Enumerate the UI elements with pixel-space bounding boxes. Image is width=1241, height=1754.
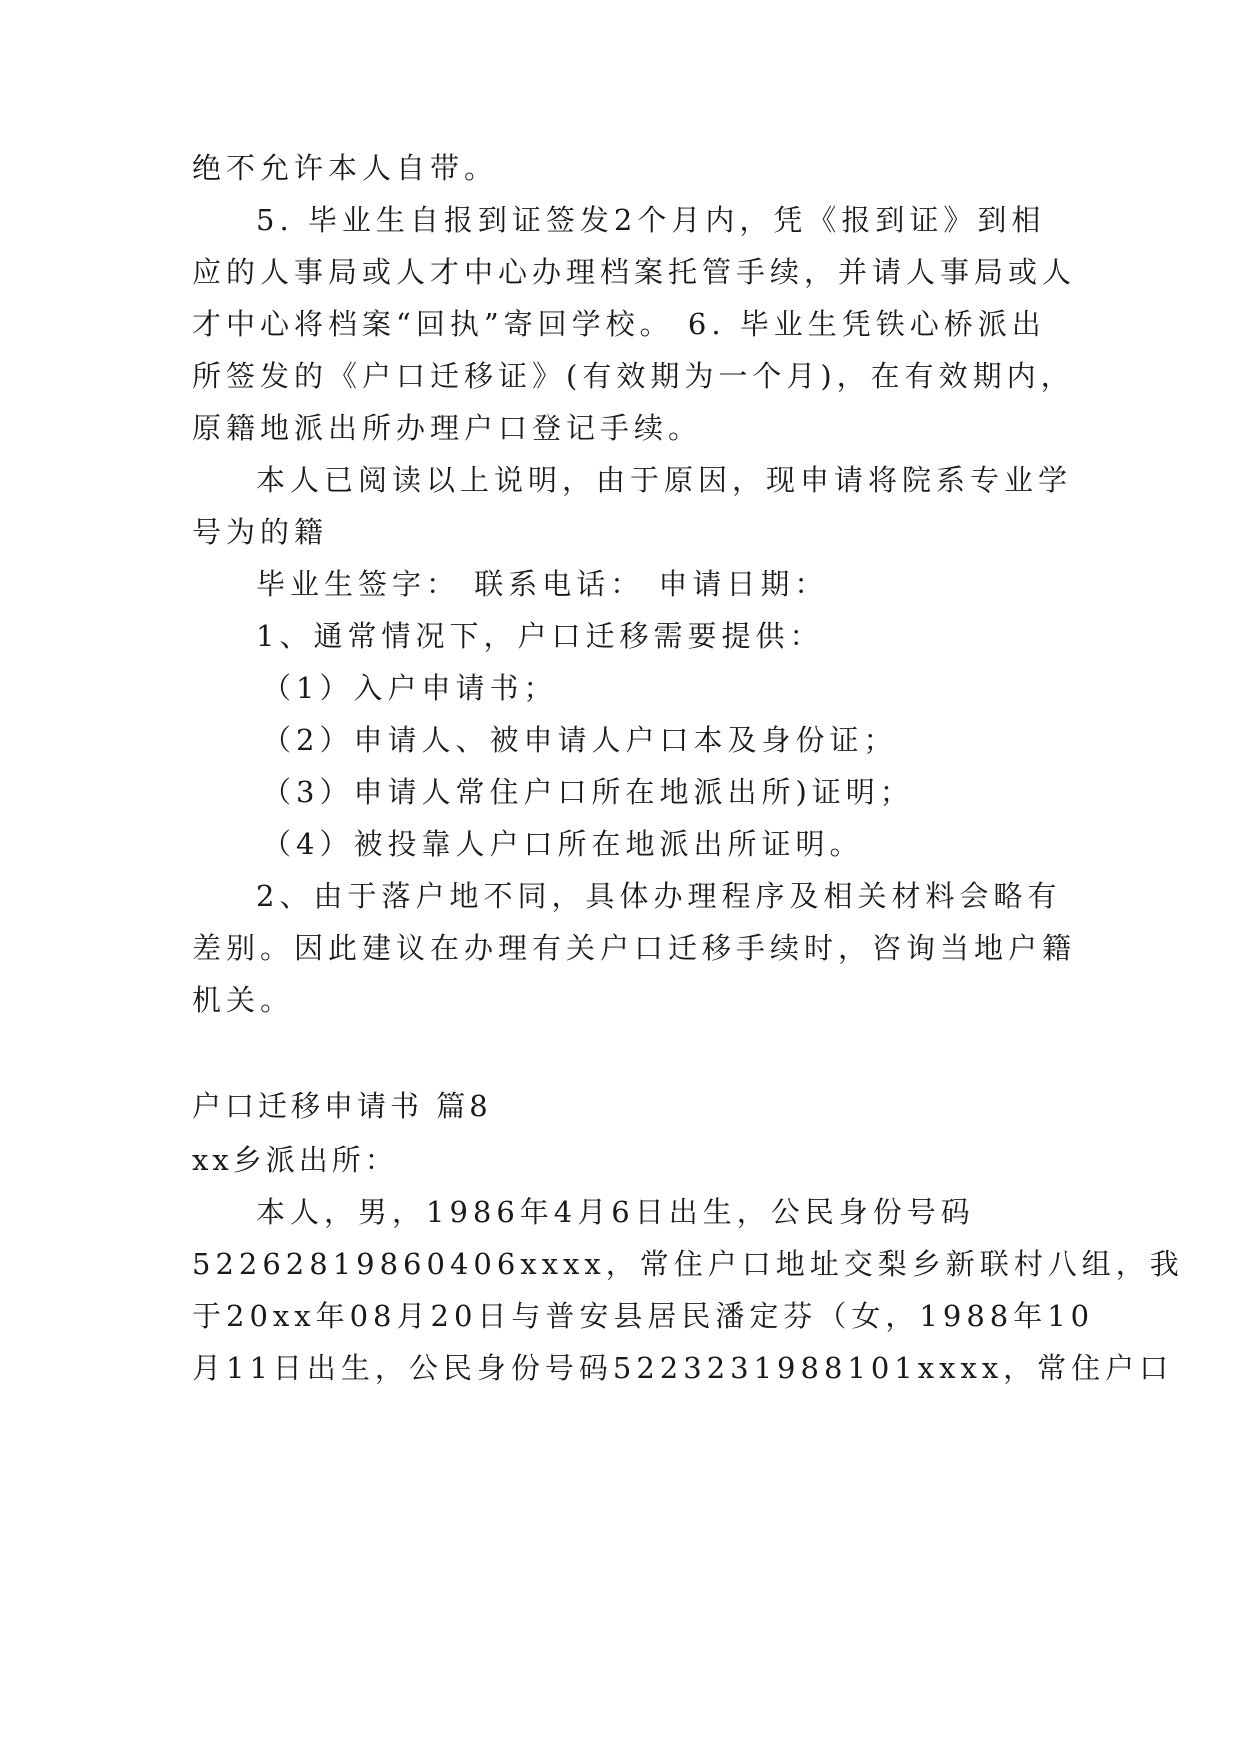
- list-item: （2）申请人、被申请人户口本及身份证；: [262, 723, 898, 757]
- salutation: xx乡派出所：: [192, 1143, 398, 1177]
- text-line: 本人，男，1986年4月6日出生，公民身份号码: [256, 1195, 975, 1229]
- text-line: 才中心将档案“回执”寄回学校。 6. 毕业生凭铁心桥派出: [192, 307, 1046, 341]
- text-line: 月11日出生，公民身份号码5223231988101xxxx，常住户口: [192, 1351, 1174, 1385]
- text-line: 所签发的《户口迁移证》(有效期为一个月)，在有效期内，: [192, 359, 1075, 393]
- text-line: 原籍地派出所办理户口登记手续。: [192, 411, 703, 445]
- list-item: （1）入户申请书；: [262, 671, 558, 705]
- text-line: 机关。: [192, 983, 295, 1017]
- list-item: （4）被投靠人户口所在地派出所证明。: [262, 827, 864, 861]
- text-line: 差别。因此建议在办理有关户口迁移手续时，咨询当地户籍: [192, 931, 1077, 965]
- text-line: 绝不允许本人自带。: [192, 151, 499, 185]
- text-line: 于20xx年08月20日与普安县居民潘定芬（女，1988年10: [192, 1299, 1095, 1333]
- signature-line: 毕业生签字： 联系电话： 申请日期：: [256, 567, 829, 601]
- section-title: 户口迁移申请书 篇8: [192, 1089, 492, 1123]
- list-item: （3）申请人常住户口所在地派出所)证明；: [262, 775, 914, 809]
- text-line: 52262819860406xxxx，常住户口地址交梨乡新联村八组，我: [192, 1247, 1184, 1281]
- text-line: 5. 毕业生自报到证签发2个月内，凭《报到证》到相: [256, 203, 1046, 237]
- text-line: 2、由于落户地不同，具体办理程序及相关材料会略有: [256, 879, 1062, 913]
- text-line: 本人已阅读以上说明，由于原因，现申请将院系专业学: [256, 463, 1073, 497]
- text-line: 应的人事局或人才中心办理档案托管手续，并请人事局或人: [192, 255, 1077, 289]
- text-line: 号为的籍: [192, 515, 329, 549]
- list-heading: 1、通常情况下，户口迁移需要提供：: [256, 619, 824, 653]
